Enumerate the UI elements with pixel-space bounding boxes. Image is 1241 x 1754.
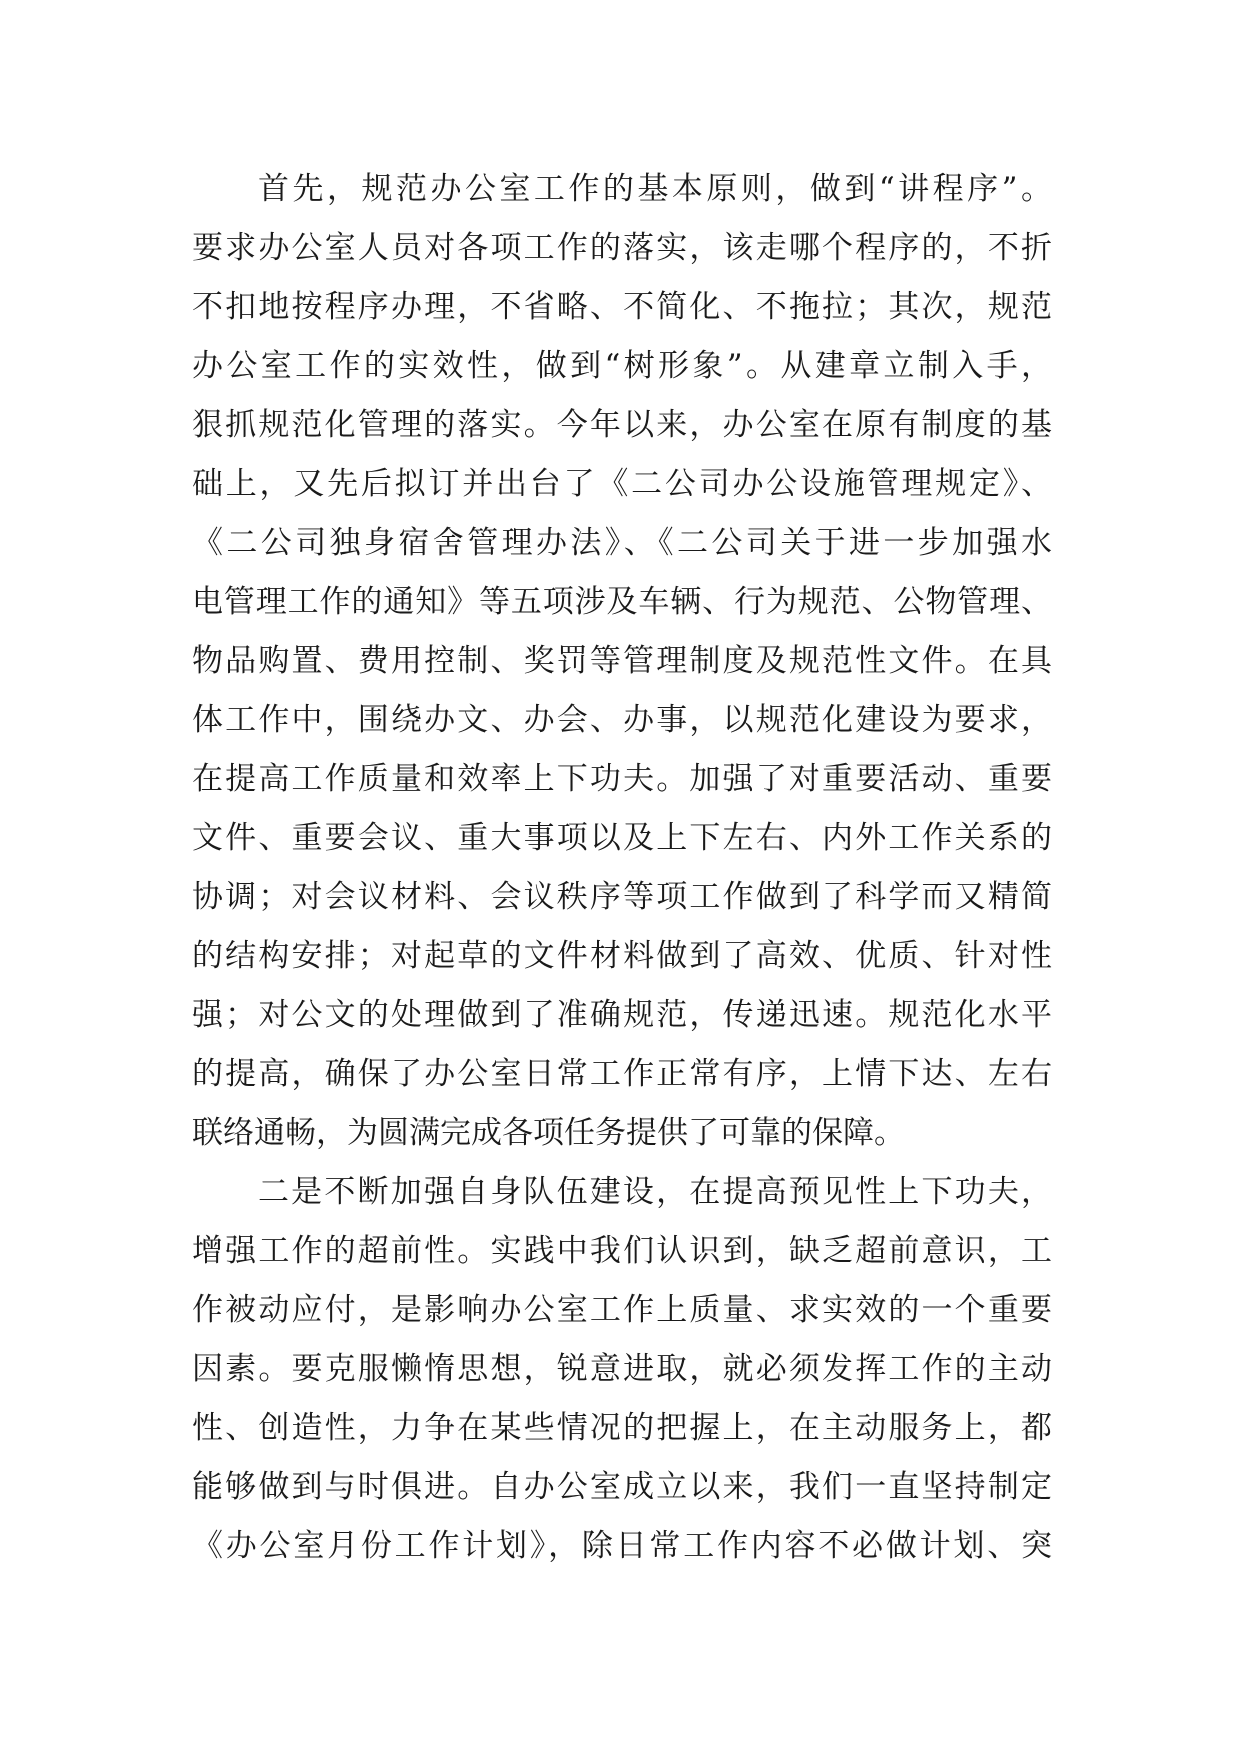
text-line: 体工作中，围绕办文、办会、办事，以规范化建设为要求， <box>192 702 1052 738</box>
text-line: 的提高，确保了办公室日常工作正常有序，上情下达、左右 <box>192 1056 1052 1092</box>
document-body <box>192 160 1052 1576</box>
text-line: 《办公室月份工作计划》，除日常工作内容不必做计划、突 <box>192 1528 1052 1564</box>
text-line: 狠抓规范化管理的落实。今年以来，办公室在原有制度的基 <box>192 407 1052 443</box>
text-line: 联络通畅，为圆满完成各项任务提供了可靠的保障。 <box>192 1115 905 1151</box>
paragraph-1 <box>192 160 1052 1163</box>
text-line: 电管理工作的通知》等五项涉及车辆、行为规范、公物管理、 <box>192 584 1052 620</box>
text-line: 在提高工作质量和效率上下功夫。加强了对重要活动、重要 <box>192 761 1052 797</box>
text-line: 要求办公室人员对各项工作的落实，该走哪个程序的，不折 <box>192 230 1052 266</box>
paragraph-2 <box>192 1163 1052 1576</box>
text-line: 《二公司独身宿舍管理办法》、《二公司关于进一步加强水 <box>192 525 1052 561</box>
text-line: 能够做到与时俱进。自办公室成立以来，我们一直坚持制定 <box>192 1469 1052 1505</box>
text-line: 办公室工作的实效性，做到“树形象”。从建章立制入手， <box>192 348 1052 384</box>
text-line: 二是不断加强自身队伍建设，在提高预见性上下功夫， <box>258 1174 1052 1210</box>
text-line: 础上，又先后拟订并出台了《二公司办公设施管理规定》、 <box>192 466 1052 502</box>
text-line: 作被动应付，是影响办公室工作上质量、求实效的一个重要 <box>192 1292 1052 1328</box>
text-line: 的结构安排；对起草的文件材料做到了高效、优质、针对性 <box>192 938 1052 974</box>
text-line: 文件、重要会议、重大事项以及上下左右、内外工作关系的 <box>192 820 1052 856</box>
text-line: 增强工作的超前性。实践中我们认识到，缺乏超前意识，工 <box>192 1233 1052 1269</box>
text-line: 强；对公文的处理做到了准确规范，传递迅速。规范化水平 <box>192 997 1052 1033</box>
text-line: 不扣地按程序办理，不省略、不简化、不拖拉；其次，规范 <box>192 289 1052 325</box>
text-line: 性、创造性，力争在某些情况的把握上，在主动服务上，都 <box>192 1410 1052 1446</box>
text-line: 物品购置、费用控制、奖罚等管理制度及规范性文件。在具 <box>192 643 1052 679</box>
text-line: 协调；对会议材料、会议秩序等项工作做到了科学而又精简 <box>192 879 1052 915</box>
text-line: 因素。要克服懒惰思想，锐意进取，就必须发挥工作的主动 <box>192 1351 1052 1387</box>
text-line: 首先，规范办公室工作的基本原则，做到“讲程序”。 <box>258 171 1052 207</box>
